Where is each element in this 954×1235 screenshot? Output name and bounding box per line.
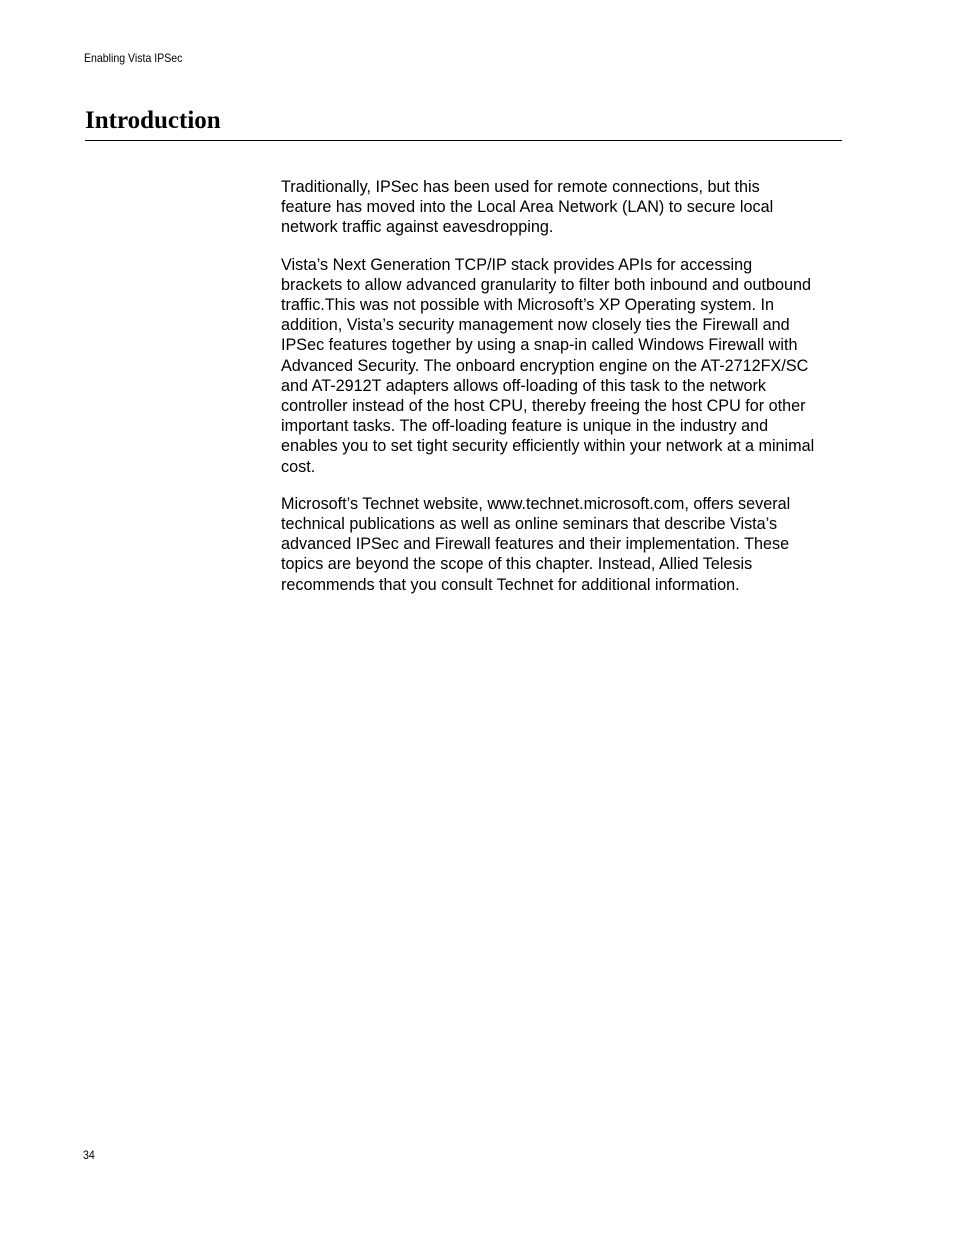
paragraph-line: brackets to allow advanced granularity to filter both inbound and outbound [281,275,812,294]
paragraph-line: Advanced Security. The onboard encryption engine on the AT-2712FX/SC [281,356,809,375]
running-header: Enabling Vista IPSec [84,51,183,65]
paragraph-line: Traditionally, IPSec has been used for remote connections, but this [281,178,760,196]
title-rule [85,140,842,141]
paragraph-line: enables you to set tight security efficiently within your network at a minimal [281,437,815,456]
paragraph-line: cost. [281,457,316,476]
paragraph-line: Vista’s Next Generation TCP/IP stack provides APIs for accessing [281,255,753,274]
paragraph-line: Microsoft’s Technet website, www.technet.microsoft.com, offers several [281,494,791,513]
paragraph-vista-stack [281,255,847,477]
paragraph-line: traffic.This was not possible with Microsoft’s XP Operating system. In [281,296,775,315]
paragraph-line: and AT-2912T adapters allows off-loading of this task to the network [281,376,767,395]
paragraph-line: network traffic against eavesdropping. [281,218,554,237]
paragraph-line: advanced IPSec and Firewall features and their implementation. These [281,535,790,554]
page-number: 34 [83,1148,95,1162]
paragraph-line: controller instead of the host CPU, thereby freeing the host CPU for other [281,397,806,416]
paragraph-line: technical publications as well as online seminars that describe Vista’s [281,515,778,534]
body-text [281,177,847,612]
paragraph-line: important tasks. The off-loading feature is unique in the industry and [281,417,769,436]
paragraph-line: IPSec features together by using a snap-in called Windows Firewall with [281,336,798,355]
paragraph-line: topics are beyond the scope of this chapter. Instead, Allied Telesis [281,555,753,574]
paragraph-technet [281,494,847,595]
section-title: Introduction [85,107,221,134]
paragraph-line: addition, Vista’s security management now closely ties the Firewall and [281,316,790,335]
paragraph-traditionally [281,177,847,238]
paragraph-line: recommends that you consult Technet for additional information. [281,575,740,594]
paragraph-line: feature has moved into the Local Area Network (LAN) to secure local [281,198,774,217]
